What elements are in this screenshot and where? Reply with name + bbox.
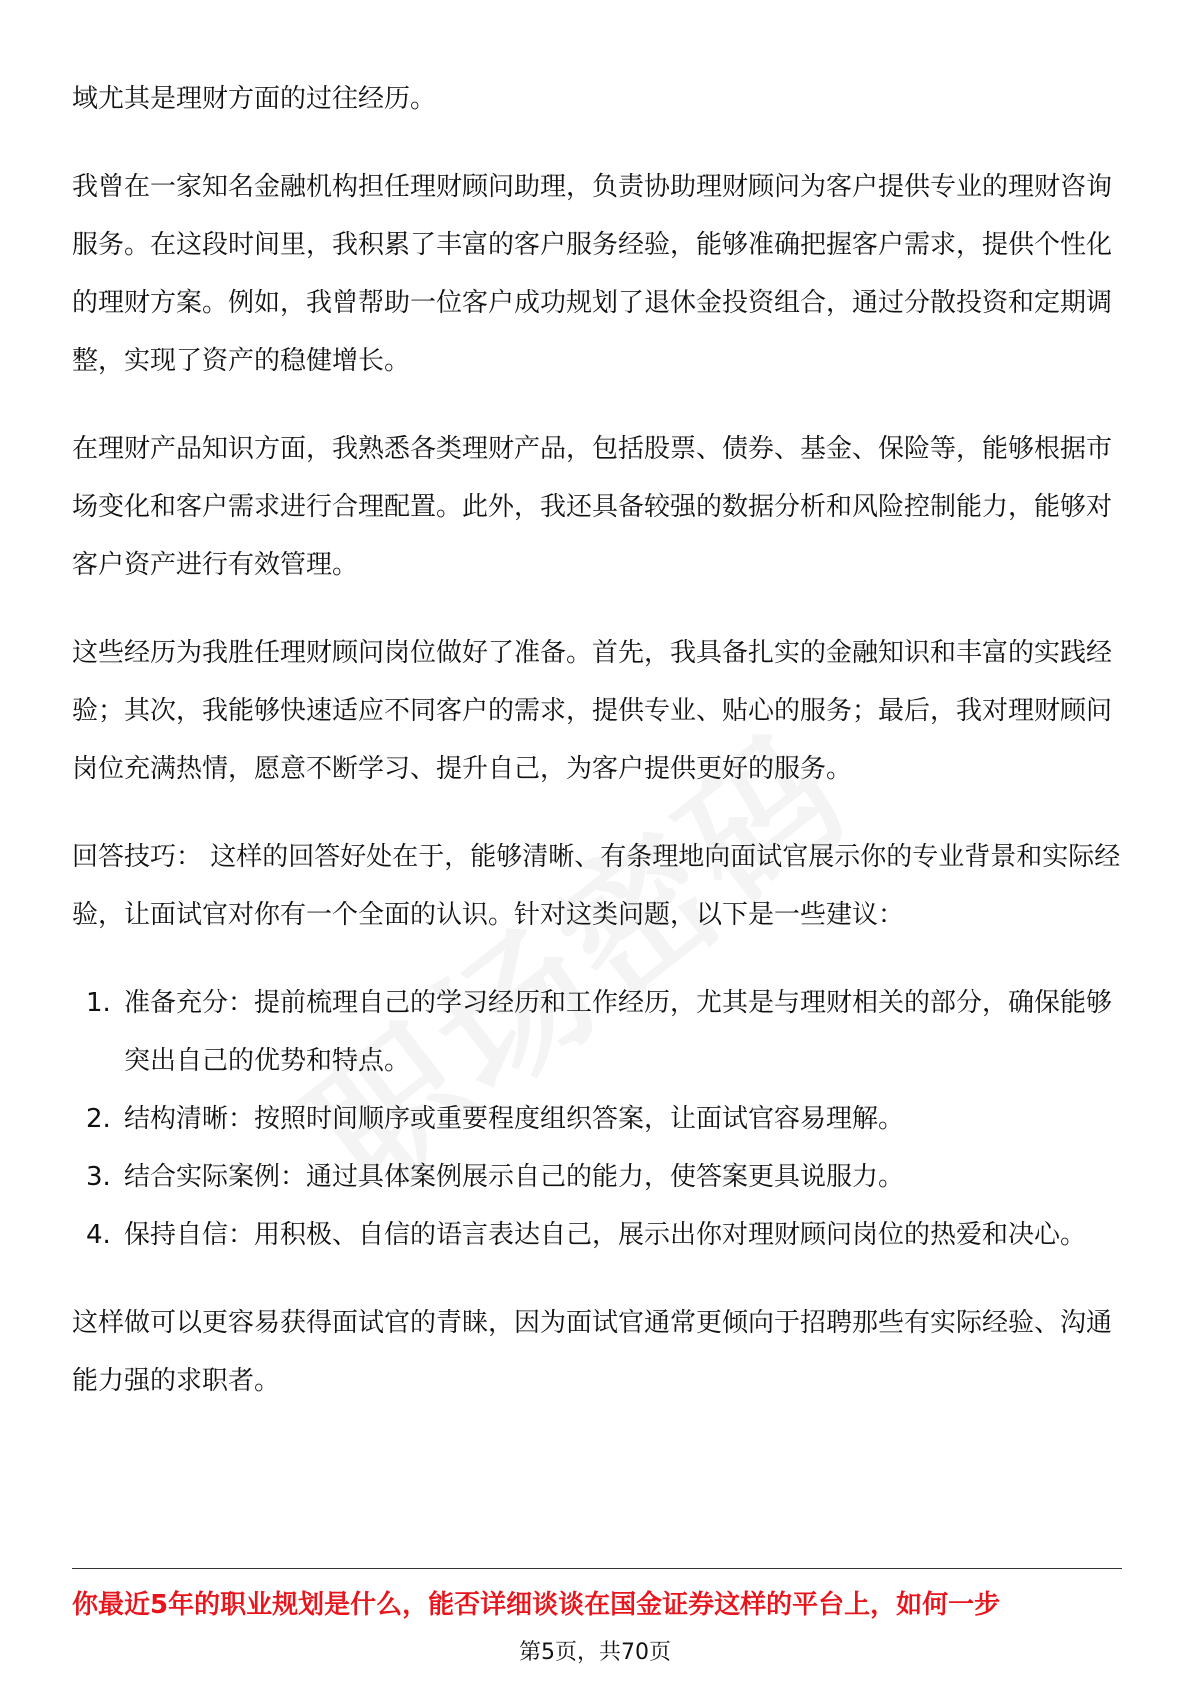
page-content [72, 70, 1122, 1410]
paragraph-experience: 我曾在一家知名金融机构担任理财顾问助理，负责协助理财顾问为客户提供专业的理财咨询服务。在这段时间里，我积累了丰富的客户服务经验，能够准确把握客户需求，提供个性化的理财方案。例如，我曾帮助一位客户成功规划了退休金投资组合，通过分散投资和定期调整，实现了资产的稳健增长。 [72, 172, 1113, 376]
list-item-number: 4. [86, 1220, 111, 1250]
list-item-number: 2. [86, 1104, 111, 1134]
list-item [72, 1090, 1122, 1148]
list-item-text: 准备充分：提前梳理自己的学习经历和工作经历，尤其是与理财相关的部分，确保能够突出自己的优势和特点。 [124, 988, 1113, 1076]
paragraph-qualification: 这些经历为我胜任理财顾问岗位做好了准备。首先，我具备扎实的金融知识和丰富的实践经验；其次，我能够快速适应不同客户的需求，提供专业、贴心的服务；最后，我对理财顾问岗位充满热情，愿意不断学习、提升自己，为客户提供更好的服务。 [72, 638, 1113, 784]
paragraph-closing: 这样做可以更容易获得面试官的青睐，因为面试官通常更倾向于招聘那些有实际经验、沟通能力强的求职者。 [72, 1308, 1113, 1396]
list-item-number: 1. [86, 988, 111, 1018]
list-item-text: 保持自信：用积极、自信的语言表达自己，展示出你对理财顾问岗位的热爱和决心。 [124, 1220, 1087, 1250]
paragraph-product-knowledge: 在理财产品知识方面，我熟悉各类理财产品，包括股票、债券、基金、保险等，能够根据市场变化和客户需求进行合理配置。此外，我还具备较强的数据分析和风险控制能力，能够对客户资产进行有效管理。 [72, 434, 1113, 580]
list-item [72, 1148, 1122, 1206]
list-item-text: 结合实际案例：通过具体案例展示自己的能力，使答案更具说服力。 [124, 1162, 905, 1192]
paragraph-intro-fragment: 域尤其是理财方面的过往经历。 [72, 84, 437, 114]
next-question-heading: 你最近5年的职业规划是什么，能否详细谈谈在国金证券这样的平台上，如何一步 [72, 1590, 1001, 1620]
tips-list [72, 974, 1122, 1264]
paragraph-answer-tips-intro: 回答技巧： 这样的回答好处在于，能够清晰、有条理地向面试官展示你的专业背景和实际经验，让面试官对你有一个全面的认识。针对这类问题，以下是一些建议： [72, 842, 1121, 930]
list-item-number: 3. [86, 1162, 111, 1192]
list-item-text: 结构清晰：按照时间顺序或重要程度组织答案，让面试官容易理解。 [124, 1104, 905, 1134]
list-item [72, 974, 1122, 1090]
list-item [72, 1206, 1122, 1264]
section-divider [72, 1568, 1122, 1569]
page-number: 第5页，共70页 [519, 1640, 671, 1665]
